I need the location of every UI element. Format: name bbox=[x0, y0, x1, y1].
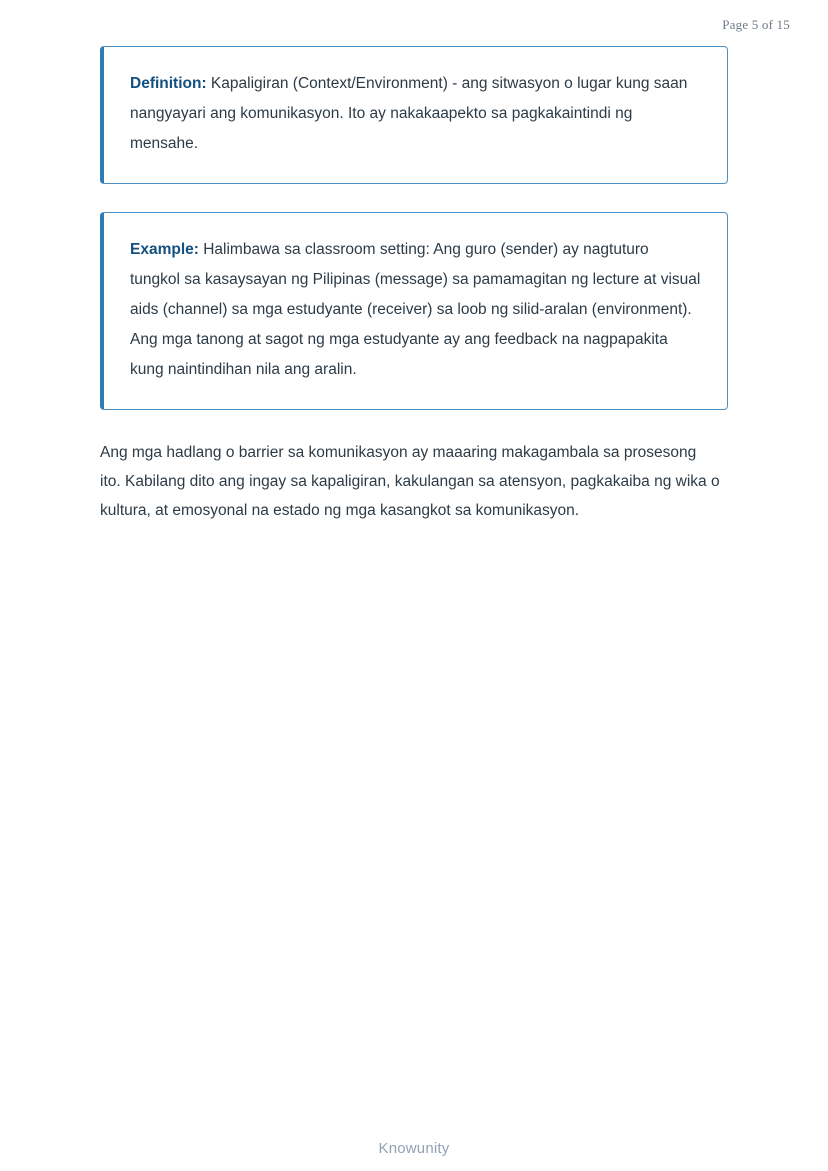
example-callout-text bbox=[130, 235, 701, 385]
page-content bbox=[100, 46, 728, 525]
definition-label: Definition: bbox=[130, 75, 207, 92]
footer-brand-label: Knowunity bbox=[378, 1140, 450, 1157]
definition-callout bbox=[100, 46, 728, 184]
example-body: Halimbawa sa classroom setting: Ang guro (sender) ay nagtuturo tungkol sa kasaysayan ng Pilipinas (message) sa pamamagitan ng lecture at visual aids (channel) sa mga estudyante (receiver) sa loob ng silid-aralan (environment). Ang mga tanong at sagot ng mga estudyante ay ang feedback na nagpapakita kung naintindihan nila ang aralin. bbox=[130, 241, 701, 378]
example-label: Example: bbox=[130, 241, 199, 258]
barriers-paragraph: Ang mga hadlang o barrier sa komunikasyon ay maaaring makagambala sa prosesong ito. Kabilang dito ang ingay sa kapaligiran, kakulangan sa atensyon, pagkakaiba ng wika o kultura, at emosyonal na estado ng mga kasangkot sa komunikasyon. bbox=[100, 444, 720, 519]
definition-body: Kapaligiran (Context/Environment) - ang sitwasyon o lugar kung saan nangyayari ang komunikasyon. Ito ay nakakaapekto sa pagkakaintindi ng mensahe. bbox=[130, 75, 688, 152]
definition-callout-text bbox=[130, 69, 701, 159]
example-callout bbox=[100, 212, 728, 410]
page-number-label: Page 5 of 15 bbox=[722, 17, 790, 32]
